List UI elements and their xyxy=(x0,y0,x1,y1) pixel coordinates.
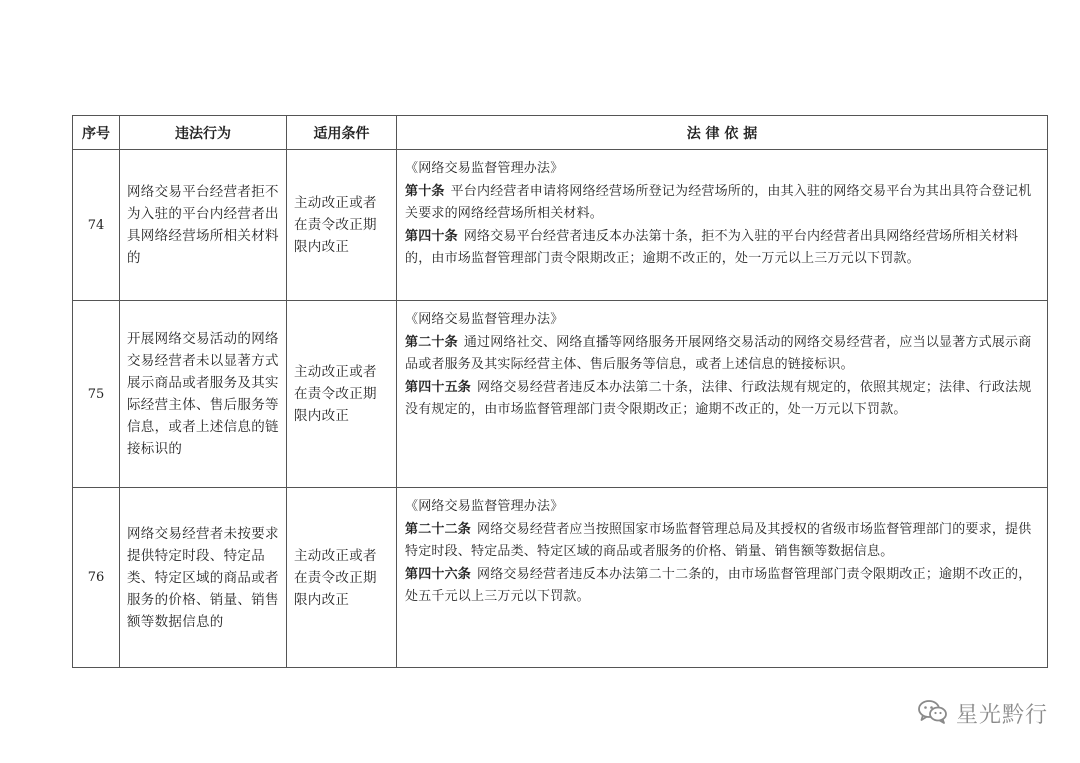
violation-text: 网络交易平台经营者拒不为入驻的平台内经营者出具网络经营场所相关材料的 xyxy=(120,150,287,301)
condition-text: 主动改正或者在责令改正期限内改正 xyxy=(287,488,397,668)
article-title: 第四十六条 xyxy=(405,566,472,582)
article-title: 第四十五条 xyxy=(405,379,472,395)
article-text: 网络交易平台经营者违反本办法第十条，拒不为入驻的平台内经营者出具网络经营场所相关材料的，由市场监督管理部门责令限期改正；逾期不改正的，处一万元以上三万元以下罚款。 xyxy=(405,228,1019,266)
row-number: 75 xyxy=(73,301,120,488)
legal-basis-cell xyxy=(397,150,1048,301)
article-paragraph xyxy=(405,181,1039,226)
article-title: 第二十二条 xyxy=(405,521,472,537)
legal-basis-cell xyxy=(397,488,1048,668)
article-paragraph xyxy=(405,226,1039,271)
law-title: 《网络交易监督管理办法》 xyxy=(405,499,564,514)
wechat-icon xyxy=(918,699,948,729)
article-text: 通过网络社交、网络直播等网络服务开展网络交易活动的网络交易经营者，应当以显著方式展示商品或者服务及其实际经营主体、售后服务等信息，或者上述信息的链接标识。 xyxy=(405,334,1032,372)
violation-text: 网络交易经营者未按要求提供特定时段、特定品类、特定区域的商品或者服务的价格、销量、销售额等数据信息的 xyxy=(120,488,287,668)
header-legal-basis: 法 律 依 据 xyxy=(397,116,1048,150)
table-header-row xyxy=(73,116,1048,150)
watermark-text: 星光黔行 xyxy=(955,703,1048,728)
condition-text: 主动改正或者在责令改正期限内改正 xyxy=(287,301,397,488)
header-number: 序号 xyxy=(73,116,120,150)
article-title: 第二十条 xyxy=(405,334,458,350)
header-violation: 违法行为 xyxy=(120,116,287,150)
article-text: 网络交易经营者应当按照国家市场监督管理总局及其授权的省级市场监督管理部门的要求，提供特定时段、特定品类、特定区域的商品或者服务的价格、销量、销售额等数据信息。 xyxy=(405,521,1032,559)
table-row xyxy=(73,301,1048,488)
article-title: 第四十条 xyxy=(405,228,458,244)
condition-text: 主动改正或者在责令改正期限内改正 xyxy=(287,150,397,301)
article-text: 平台内经营者申请将网络经营场所登记为经营场所的，由其入驻的网络交易平台为其出具符合登记机关要求的网络经营场所相关材料。 xyxy=(405,183,1032,221)
legal-basis-cell xyxy=(397,301,1048,488)
regulation-table xyxy=(72,115,1048,668)
watermark xyxy=(918,698,1048,729)
header-condition: 适用条件 xyxy=(287,116,397,150)
law-title: 《网络交易监督管理办法》 xyxy=(405,312,564,327)
row-number: 74 xyxy=(73,150,120,301)
table-row xyxy=(73,150,1048,301)
violation-text: 开展网络交易活动的网络交易经营者未以显著方式展示商品或者服务及其实际经营主体、售后服务等信息，或者上述信息的链接标识的 xyxy=(120,301,287,488)
article-title: 第十条 xyxy=(405,183,445,199)
table-row xyxy=(73,488,1048,668)
article-paragraph xyxy=(405,377,1039,422)
article-paragraph xyxy=(405,519,1039,564)
article-text: 网络交易经营者违反本办法第二十二条的，由市场监督管理部门责令限期改正；逾期不改正的，处五千元以上三万元以下罚款。 xyxy=(405,566,1032,604)
law-title: 《网络交易监督管理办法》 xyxy=(405,161,564,176)
article-paragraph xyxy=(405,332,1039,377)
article-paragraph xyxy=(405,564,1039,609)
row-number: 76 xyxy=(73,488,120,668)
article-text: 网络交易经营者违反本办法第二十条，法律、行政法规有规定的，依照其规定；法律、行政法规没有规定的，由市场监督管理部门责令限期改正；逾期不改正的，处一万元以下罚款。 xyxy=(405,379,1032,417)
